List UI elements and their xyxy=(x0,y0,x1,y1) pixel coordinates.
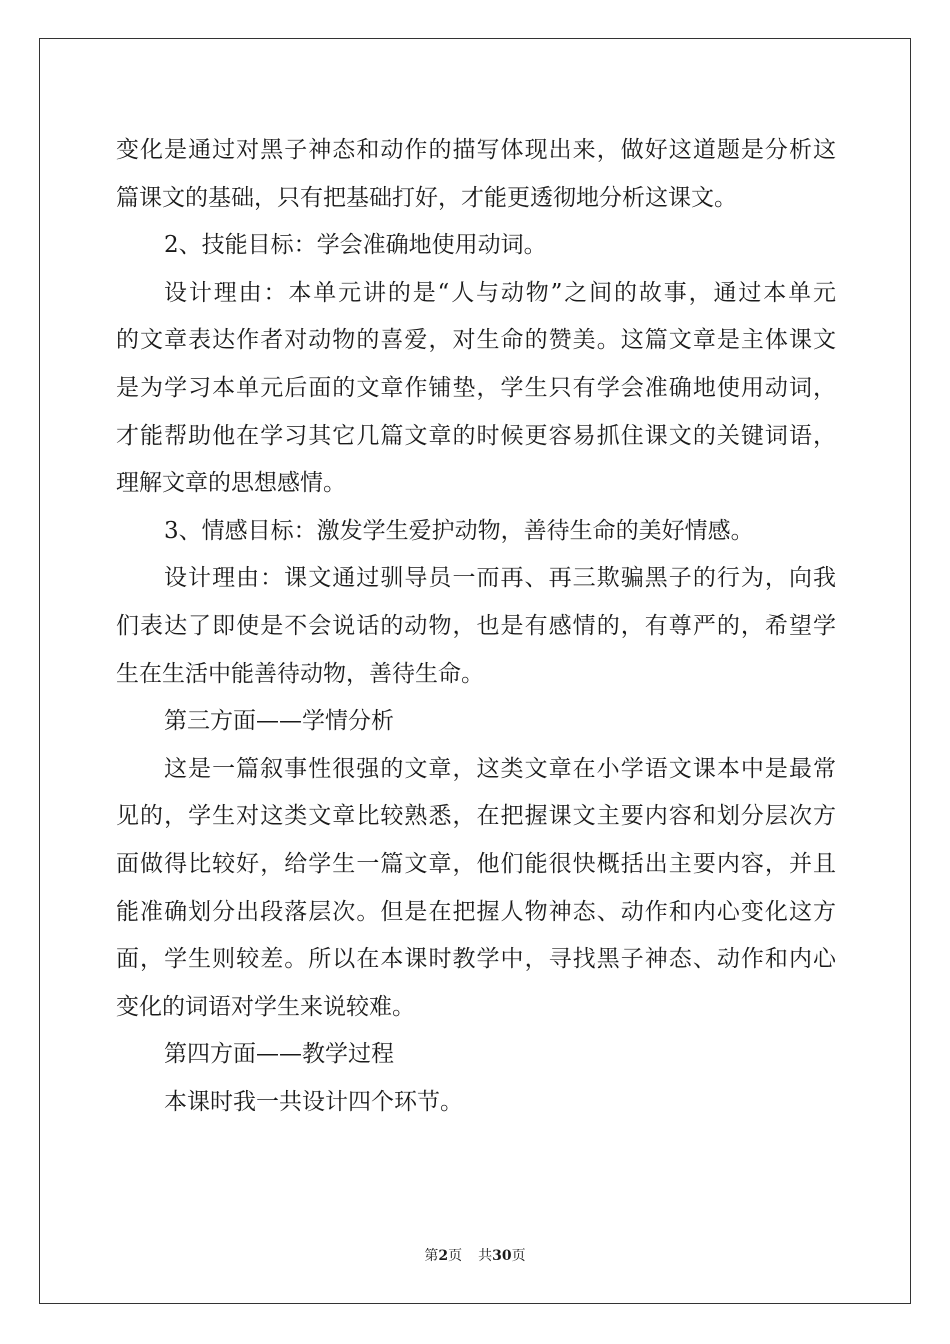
body-line: 本课时我一共设计四个环节。 xyxy=(164,1088,463,1115)
body-line: 是为学习本单元后面的文章作铺垫，学生只有学会准确地使用动词， xyxy=(116,374,836,401)
body-line: 变化的词语对学生来说较难。 xyxy=(116,993,415,1020)
body-line: 变化是通过对黑子神态和动作的描写体现出来，做好这道题是分析这 xyxy=(116,137,836,163)
body-line: 见的，学生对这类文章比较熟悉，在把握课文主要内容和划分层次方 xyxy=(116,803,836,830)
page-number: 2 xyxy=(438,1248,449,1264)
body-line: 才能帮助他在学习其它几篇文章的时候更容易抓住课文的关键词语， xyxy=(116,422,836,449)
total-number: 30 xyxy=(492,1248,512,1264)
body-line: 面，学生则较差。所以在本课时教学中，寻找黑子神态、动作和内心 xyxy=(116,946,836,973)
body-line: 篇课文的基础，只有把基础打好，才能更透彻地分析这课文。 xyxy=(116,184,737,211)
body-line: 能准确划分出段落层次。但是在把握人物神态、动作和内心变化这方 xyxy=(116,898,836,925)
body-line: 这是一篇叙事性很强的文章，这类文章在小学语文课本中是最常 xyxy=(164,755,836,782)
page-prefix: 第 xyxy=(424,1248,439,1264)
body-line: 生在生活中能善待动物，善待生命。 xyxy=(116,660,484,687)
body-line: 们表达了即使是不会说话的动物，也是有感情的，有尊严的，希望学 xyxy=(116,612,836,639)
body-line: 的文章表达作者对动物的喜爱，对生命的赞美。这篇文章是主体课文 xyxy=(116,327,836,354)
body-line: 面做得比较好，给学生一篇文章，他们能很快概括出主要内容，并且 xyxy=(116,850,836,877)
page-footer xyxy=(0,1245,950,1265)
page-indicator xyxy=(424,1248,462,1264)
document-body xyxy=(116,127,836,1126)
total-suffix: 页 xyxy=(511,1248,526,1264)
section-heading: 第三方面——学情分析 xyxy=(164,708,394,735)
total-pages xyxy=(478,1248,525,1264)
body-line: 2、技能目标：学会准确地使用动词。 xyxy=(164,232,547,259)
body-line: 3、情感目标：激发学生爱护动物，善待生命的美好情感。 xyxy=(164,517,754,544)
body-line: 设计理由：课文通过驯导员一而再、再三欺骗黑子的行为，向我 xyxy=(164,565,836,592)
body-line: 理解文章的思想感情。 xyxy=(116,470,346,497)
total-prefix: 共 xyxy=(478,1248,493,1264)
section-heading: 第四方面——教学过程 xyxy=(164,1041,394,1068)
page-suffix: 页 xyxy=(448,1248,463,1264)
body-line: 设计理由：本单元讲的是“人与动物”之间的故事，通过本单元 xyxy=(164,279,836,306)
